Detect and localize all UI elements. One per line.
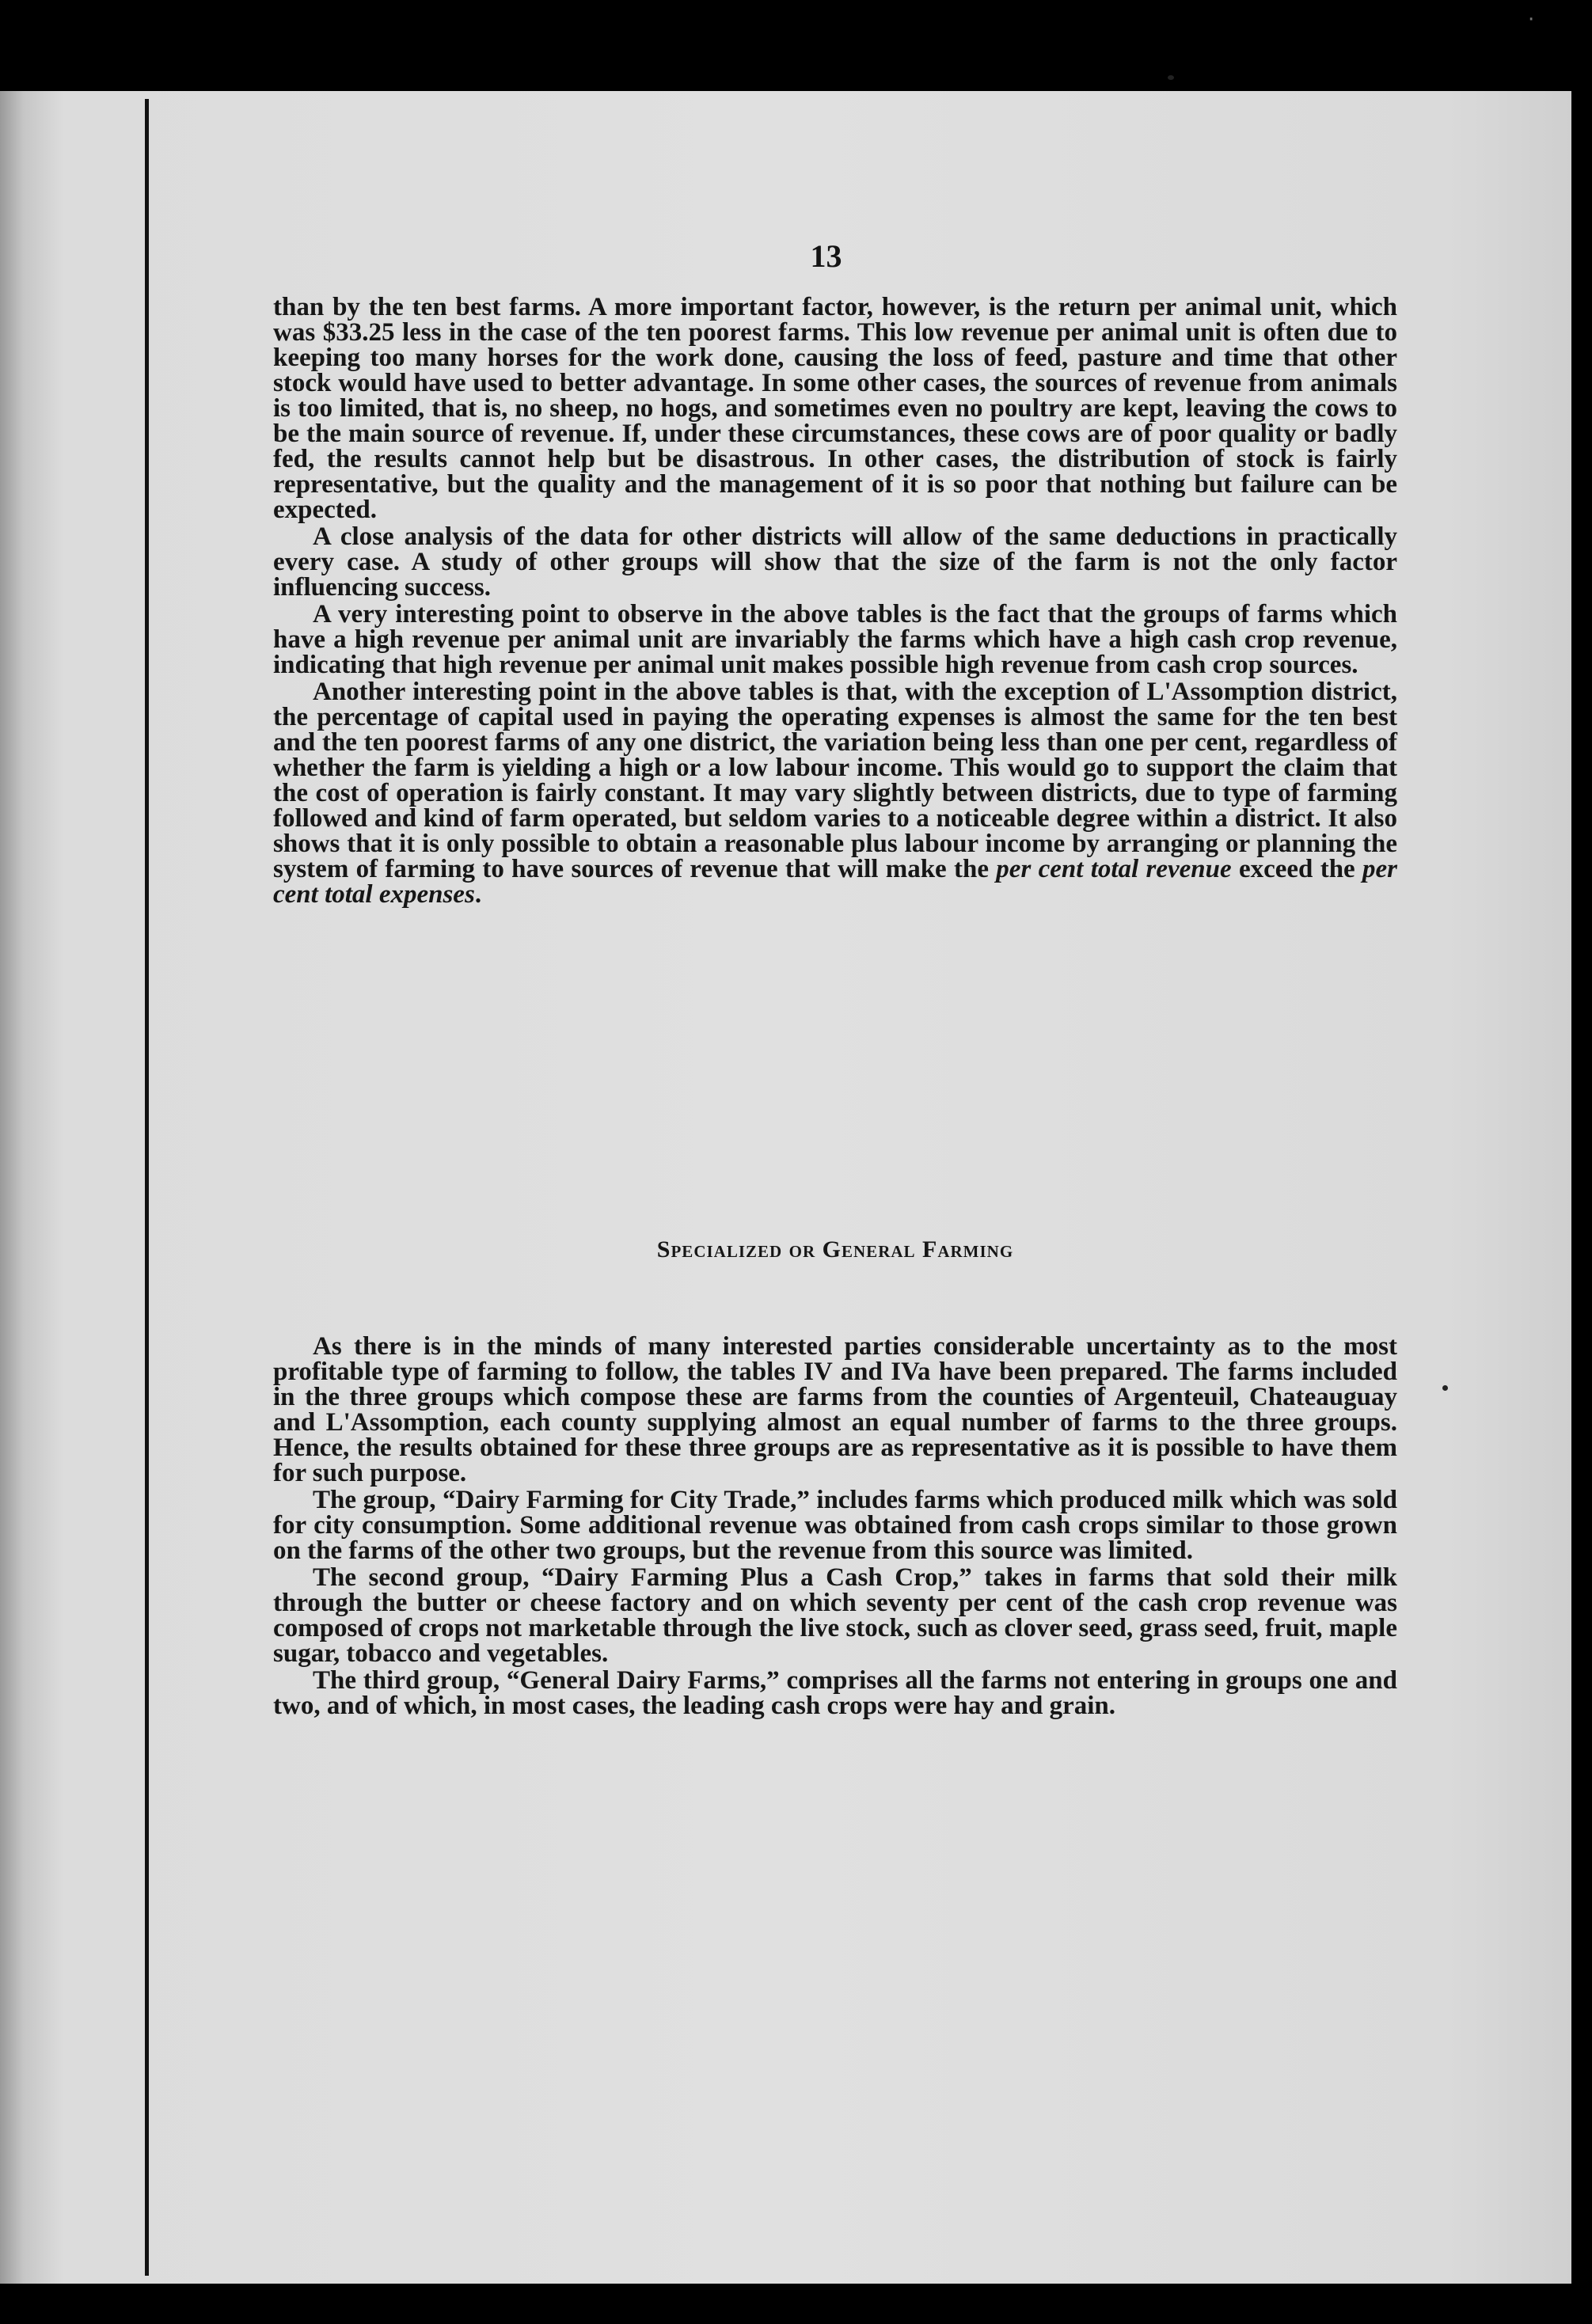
binding-edge xyxy=(145,99,149,2276)
paragraph: A very interesting point to observe in the above tables is the fact that the groups of farms which have a high revenue per animal unit are invariably the farms which have a high cash crop revenue, indicating that high revenue per animal unit makes possible high revenue from cash crop sources. xyxy=(273,600,1397,679)
scan-artifact: · xyxy=(1528,8,1535,32)
page-number: 13 xyxy=(810,238,842,274)
paragraph: The group, “Dairy Farming for City Trade,” includes farms which produced milk which was sold for city consumption. Some additional revenue was obtained from cash crops similar to those grown on the farms of the other two groups, but the revenue from this source was limited. xyxy=(273,1486,1397,1565)
body-text-bottom xyxy=(273,1334,1397,1720)
paragraph xyxy=(273,679,1397,907)
paragraph-text: Another interesting point in the above tables is that, with the exception of L'Assomption district, the percentage of capital used in paying the operating expenses is almost the same for the ten best and the ten poorest farms of any one district, the variation being less than one per cent, regardless of whether the farm is yielding a high or a low labour income. This would go to support the claim that the cost of operation is fairly constant. It may vary slightly between districts, due to type of farming followed and kind of farm operated, but seldom varies to a noticeable degree within a district. It also shows that it is only possible to obtain a reasonable plus labour income by arranging or planning the system of farming to have sources of revenue that will make the xyxy=(273,678,1397,883)
paragraph: The second group, “Dairy Farming Plus a Cash Crop,” takes in farms that sold their milk through the butter or cheese factory and on which seventy per cent of the cash crop revenue was composed of crops not marketable through the live stock, such as clover seed, grass seed, fruit, maple sugar, tobacco and vegetables. xyxy=(273,1563,1397,1668)
italic-term: per cent total expenses xyxy=(273,855,1397,909)
paragraph-text: . xyxy=(474,880,482,909)
italic-term: per cent total revenue xyxy=(996,855,1232,883)
body-text-top xyxy=(273,294,1397,909)
scan-artifact xyxy=(1168,75,1174,80)
paragraph-text: exceed the xyxy=(1231,855,1362,883)
paragraph: The third group, “General Dairy Farms,” comprises all the farms not entering in groups one and two, and of which, in most cases, the leading cash crops were hay and grain. xyxy=(273,1666,1397,1720)
paragraph: A close analysis of the data for other districts will allow of the same deductions in practically every case. A study of other groups will show that the size of the farm is not the only factor influencing success. xyxy=(273,522,1397,602)
scan-artifact xyxy=(1442,1385,1448,1391)
section-heading: Specialized or General Farming xyxy=(656,1236,1014,1263)
paragraph: As there is in the minds of many interested parties considerable uncertainty as to the most profitable type of farming to follow, the tables IV and IVa have been prepared. The farms included in the three groups which compose these are farms from the counties of Argenteuil, Chateauguay and L'Assomption, each county supplying almost an equal number of farms to the three groups. Hence, the results obtained for these three groups are as representative as it is possible to have them for such purpose. xyxy=(273,1332,1397,1487)
paragraph: than by the ten best farms. A more important factor, however, is the return per animal unit, which was $33.25 less in the case of the ten poorest farms. This low revenue per animal unit is often due to keeping too many horses for the work done, causing the loss of feed, pasture and time that other stock would have used to better advantage. In some other cases, the sources of revenue from animals is too limited, that is, no sheep, no hogs, and sometimes even no poultry are kept, leaving the cows to be the main source of revenue. If, under these circumstances, these cows are of poor quality or badly fed, the results cannot help but be disastrous. In other cases, the distribution of stock is fairly representative, but the quality and the management of it is so poor that nothing but failure can be expected. xyxy=(273,293,1397,524)
